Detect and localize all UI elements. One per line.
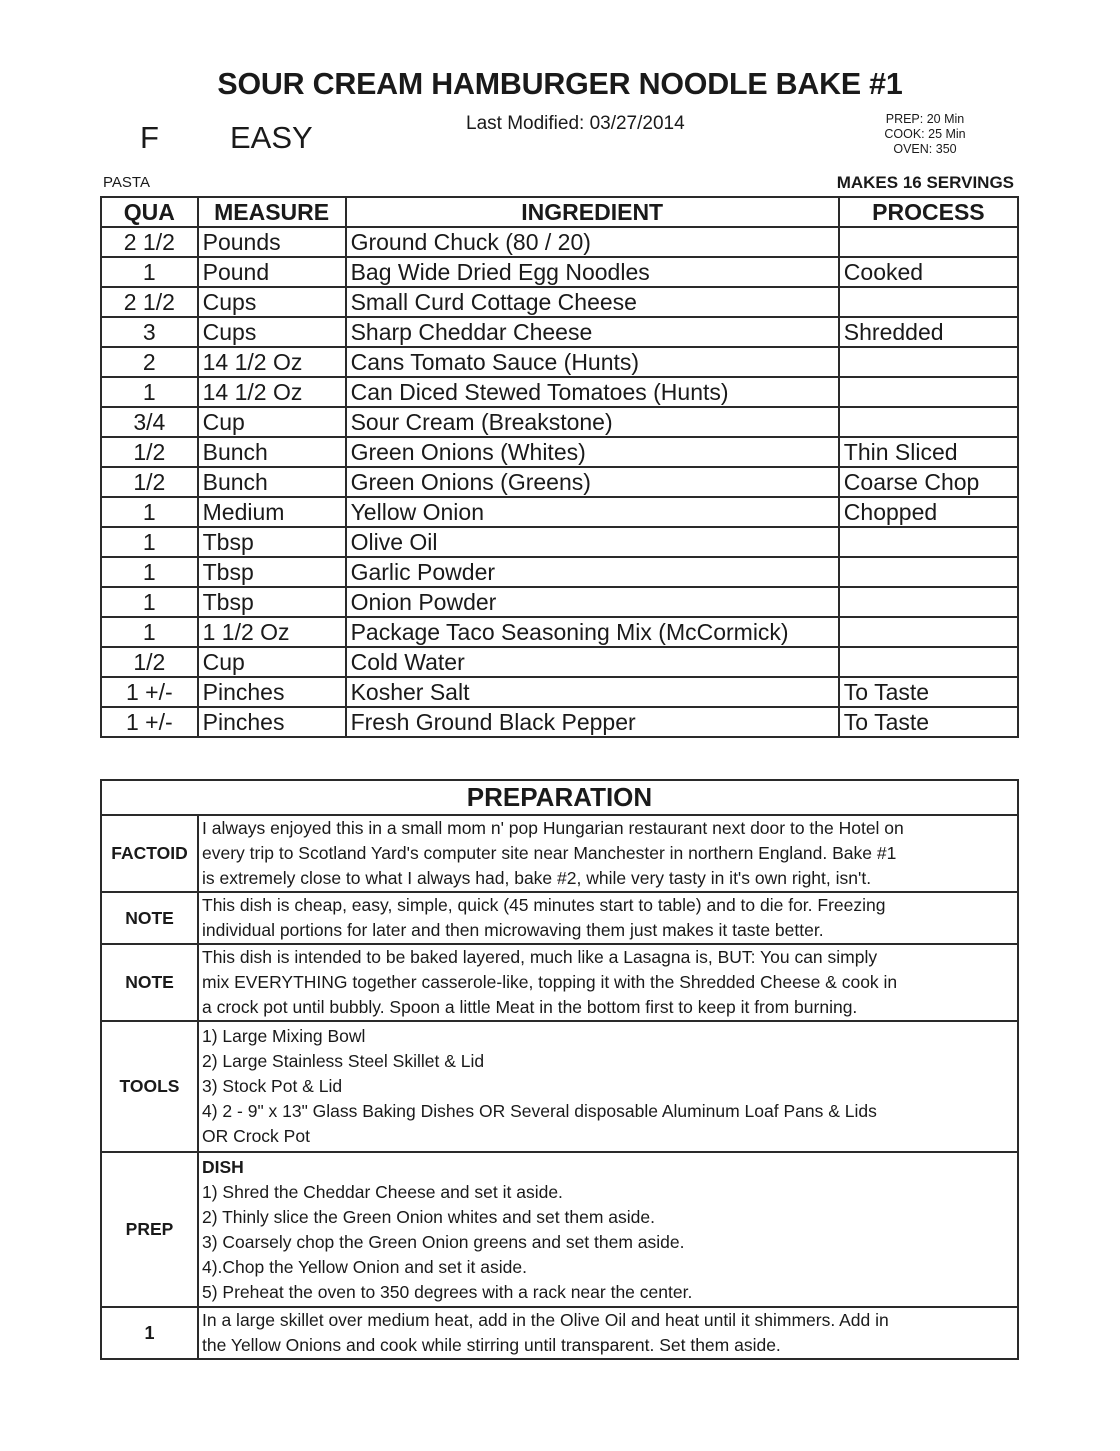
ingredient-process: Thin Sliced [839,437,1018,467]
ingredient-row [101,227,1018,257]
column-header-measure: MEASURE [198,197,346,227]
ingredient-qty: 1/2 [101,437,198,467]
ingredient-name: Olive Oil [346,527,839,557]
ingredient-process: Coarse Chop [839,467,1018,497]
section-text-line: 5) Preheat the oven to 350 degrees with a rack near the center. [202,1281,693,1302]
ingredient-name: Garlic Powder [346,557,839,587]
ingredient-process [839,647,1018,677]
ingredient-qty: 1 [101,587,198,617]
ingredients-body [101,227,1018,737]
section-text-line: 2) Large Stainless Steel Skillet & Lid [202,1051,485,1071]
ingredient-name: Small Curd Cottage Cheese [346,287,839,317]
ingredient-name: Yellow Onion [346,497,839,527]
time-info [860,112,990,157]
section-subheading: DISH [202,1156,244,1177]
ingredient-row [101,557,1018,587]
ingredient-measure: Bunch [198,467,346,497]
ingredient-qty: 3 [101,317,198,347]
ingredient-qty: 1/2 [101,647,198,677]
ingredient-qty: 2 1/2 [101,287,198,317]
column-header-ingredient: INGREDIENT [346,197,839,227]
preparation-body [101,780,1018,1359]
ingredient-measure: Pinches [198,677,346,707]
section-text-line: 3) Stock Pot & Lid [202,1076,343,1096]
section-label: PREP [101,1152,198,1307]
ingredient-process [839,527,1018,557]
section-text [198,944,1018,1021]
ingredient-row [101,257,1018,287]
ingredient-name: Onion Powder [346,587,839,617]
category-letter: F [140,120,159,155]
section-text-line: In a large skillet over medium heat, add in the Olive Oil and heat until it shimmers. Add in [202,1310,889,1330]
ingredient-name: Can Diced Stewed Tomatoes (Hunts) [346,377,839,407]
ingredient-qty: 3/4 [101,407,198,437]
ingredient-process [839,587,1018,617]
oven-temp: OVEN: 350 [893,142,957,156]
ingredient-qty: 2 1/2 [101,227,198,257]
ingredient-name: Fresh Ground Black Pepper [346,707,839,737]
ingredient-row [101,407,1018,437]
ingredient-measure: Tbsp [198,527,346,557]
cook-time: COOK: 25 Min [884,127,966,141]
ingredient-measure: Pinches [198,707,346,737]
ingredients-table [100,196,1019,738]
section-text-line: This dish is intended to be baked layered, much like a Lasagna is, BUT: You can simply [202,947,878,967]
ingredient-measure: Pound [198,257,346,287]
servings-count: MAKES 16 SERVINGS [836,173,1014,192]
section-text-line: is extremely close to what I always had, bake #2, while very tasty in it's own right, isn't. [202,868,872,888]
ingredient-process [839,227,1018,257]
ingredient-name: Cold Water [346,647,839,677]
ingredient-name: Green Onions (Whites) [346,437,839,467]
recipe-category: PASTA [103,174,150,191]
ingredient-row [101,677,1018,707]
preparation-header-row [101,780,1018,815]
section-label: NOTE [101,892,198,944]
section-label: FACTOID [101,815,198,892]
section-text-line: 2) Thinly slice the Green Onion whites and set them aside. [202,1206,655,1227]
ingredient-row [101,617,1018,647]
section-text-line: a crock pot until bubbly. Spoon a little Meat in the bottom first to keep it from burning. [202,997,858,1017]
ingredient-measure: Cups [198,287,346,317]
ingredient-qty: 1 [101,257,198,287]
ingredient-row [101,437,1018,467]
difficulty-label: EASY [230,120,313,155]
ingredient-measure: Cups [198,317,346,347]
section-text-line: 1) Shred the Cheddar Cheese and set it aside. [202,1181,563,1202]
preparation-section [101,1021,1018,1152]
section-label: NOTE [101,944,198,1021]
ingredient-row [101,497,1018,527]
ingredient-measure: 1 1/2 Oz [198,617,346,647]
section-text-line: OR Crock Pot [202,1126,310,1146]
ingredient-process [839,617,1018,647]
section-text-line: individual portions for later and then microwaving them just makes it taste better. [202,920,824,940]
ingredient-process: Chopped [839,497,1018,527]
ingredient-process [839,377,1018,407]
section-text [198,1021,1018,1152]
ingredient-qty: 1 [101,557,198,587]
ingredient-measure: Cup [198,407,346,437]
ingredient-qty: 2 [101,347,198,377]
section-text-line: This dish is cheap, easy, simple, quick (45 minutes start to table) and to die for. Freezing [202,895,886,915]
section-label: TOOLS [101,1021,198,1152]
ingredient-name: Bag Wide Dried Egg Noodles [346,257,839,287]
section-text-line: every trip to Scotland Yard's computer site near Manchester in northern England. Bake #1 [202,843,897,863]
column-header-qty: QUA [101,197,198,227]
preparation-section [101,892,1018,944]
ingredient-name: Package Taco Seasoning Mix (McCormick) [346,617,839,647]
section-text-line: 4).Chop the Yellow Onion and set it aside. [202,1256,527,1277]
ingredient-measure: 14 1/2 Oz [198,377,346,407]
ingredient-measure: Pounds [198,227,346,257]
ingredient-name: Sharp Cheddar Cheese [346,317,839,347]
preparation-table [100,779,1019,1360]
ingredient-name: Sour Cream (Breakstone) [346,407,839,437]
section-text-line: I always enjoyed this in a small mom n' pop Hungarian restaurant next door to the Hotel on [202,818,904,838]
preparation-section [101,944,1018,1021]
ingredient-measure: Bunch [198,437,346,467]
ingredient-process: Cooked [839,257,1018,287]
ingredient-measure: Medium [198,497,346,527]
ingredient-process [839,347,1018,377]
ingredients-header-row [101,197,1018,227]
ingredient-process: To Taste [839,707,1018,737]
ingredient-row [101,707,1018,737]
section-text-line: mix EVERYTHING together casserole-like, topping it with the Shredded Cheese & cook in [202,972,898,992]
ingredient-row [101,587,1018,617]
ingredient-qty: 1 +/- [101,707,198,737]
preparation-heading: PREPARATION [101,780,1018,815]
ingredient-row [101,347,1018,377]
ingredient-row [101,287,1018,317]
section-text-line: the Yellow Onions and cook while stirring until transparent. Set them aside. [202,1335,781,1355]
ingredient-qty: 1 [101,497,198,527]
ingredient-measure: Cup [198,647,346,677]
ingredient-measure: Tbsp [198,587,346,617]
ingredient-measure: 14 1/2 Oz [198,347,346,377]
ingredient-qty: 1 [101,377,198,407]
ingredient-row [101,377,1018,407]
ingredient-name: Green Onions (Greens) [346,467,839,497]
ingredient-name: Cans Tomato Sauce (Hunts) [346,347,839,377]
section-text [198,1307,1018,1359]
section-text-line: 4) 2 - 9" x 13" Glass Baking Dishes OR Several disposable Aluminum Loaf Pans & Lids [202,1101,877,1121]
section-text [198,815,1018,892]
prep-time: PREP: 20 Min [885,112,965,126]
ingredient-process [839,287,1018,317]
preparation-section [101,1307,1018,1359]
section-label: 1 [101,1307,198,1359]
ingredient-process: Shredded [839,317,1018,347]
ingredient-qty: 1 [101,617,198,647]
preparation-section [101,1152,1018,1307]
ingredient-process [839,407,1018,437]
column-header-process: PROCESS [839,197,1018,227]
section-text [198,892,1018,944]
preparation-section [101,815,1018,892]
ingredient-qty: 1 +/- [101,677,198,707]
recipe-title: SOUR CREAM HAMBURGER NOODLE BAKE #1 [217,66,903,101]
ingredient-row [101,527,1018,557]
ingredient-qty: 1 [101,527,198,557]
ingredient-process: To Taste [839,677,1018,707]
ingredient-process [839,557,1018,587]
section-text-line: 3) Coarsely chop the Green Onion greens and set them aside. [202,1231,685,1252]
ingredient-measure: Tbsp [198,557,346,587]
ingredient-row [101,317,1018,347]
ingredient-row [101,647,1018,677]
ingredient-name: Ground Chuck (80 / 20) [346,227,839,257]
section-text [198,1152,1018,1307]
ingredient-qty: 1/2 [101,467,198,497]
section-text-line: 1) Large Mixing Bowl [202,1026,366,1046]
last-modified-date: Last Modified: 03/27/2014 [466,113,685,134]
ingredient-name: Kosher Salt [346,677,839,707]
ingredient-row [101,467,1018,497]
